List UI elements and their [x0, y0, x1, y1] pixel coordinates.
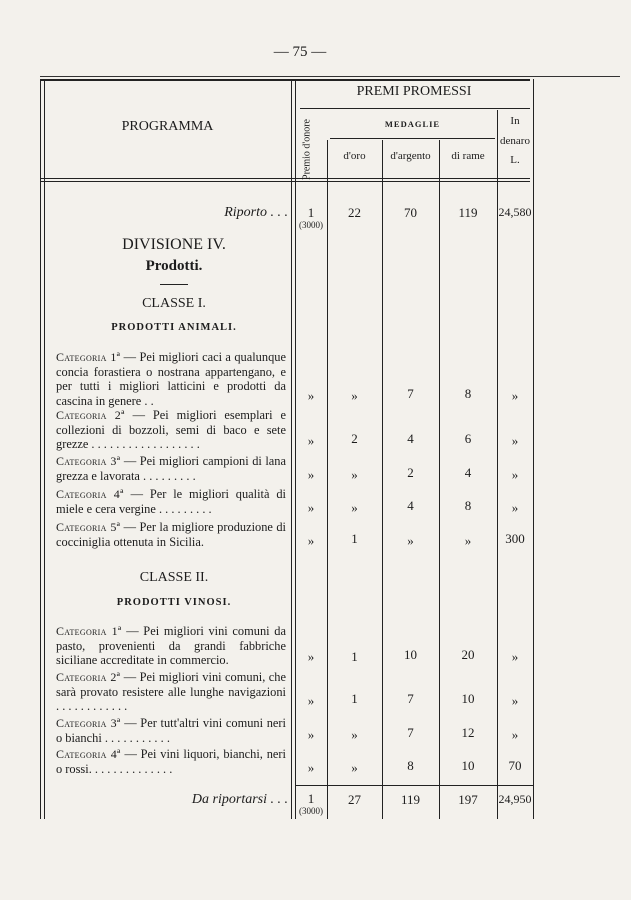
- list-item: Categoria 5ª — Per la migliore produzione di cocciniglia ottenuta in Sicilia.: [56, 520, 286, 549]
- classe2-subtitle: PRODOTTI VINOSI.: [116, 597, 232, 608]
- table-cell: »: [511, 433, 519, 448]
- oro-header: d'oro: [343, 150, 366, 162]
- riporto-denaro: 24,580: [498, 205, 532, 219]
- table-cell: »: [307, 649, 315, 664]
- table-cell: »: [307, 467, 315, 482]
- classe1-title: CLASSE I.: [142, 296, 206, 311]
- list-item: Categoria 4ª — Pei vini liquori, bianchi, neri o rossi. . . . . . . . . . . . . .: [56, 747, 286, 776]
- rame-header: di rame: [451, 150, 485, 162]
- table-cell: »: [351, 467, 358, 482]
- list-item: Categoria 3ª — Pei migliori campioni di lana grezza e lavorata . . . . . . . . .: [56, 454, 286, 483]
- table-cell: 1: [351, 531, 358, 546]
- riportarsi-onore-note: (3000): [299, 806, 323, 816]
- classe2-title: CLASSE II.: [139, 570, 209, 585]
- argento-header: d'argento: [390, 150, 431, 162]
- table-cell: »: [307, 693, 315, 708]
- table-cell: 4: [407, 498, 414, 513]
- divider: [160, 284, 188, 285]
- table-cell: »: [511, 500, 519, 515]
- table-cell: »: [511, 467, 519, 482]
- table-cell: 7: [407, 691, 414, 706]
- table-cell: 300: [505, 531, 525, 546]
- table-cell: 2: [351, 431, 358, 446]
- table-cell: 20: [461, 647, 475, 662]
- table-cell: 10: [461, 758, 475, 773]
- table-cell: 1: [351, 649, 358, 664]
- list-item: Categoria 2ª — Pei migliori vini comuni, che sarà provato resistere alle lunghe navigazioni . . . . . . . . . . . .: [56, 670, 286, 714]
- table-cell: 8: [464, 498, 472, 513]
- riportarsi-rame: 197: [458, 792, 478, 807]
- table-cell: 10: [404, 647, 417, 662]
- riporto-onore: 1: [307, 205, 315, 220]
- table-cell: 1: [351, 691, 358, 706]
- table-cell: »: [307, 388, 315, 403]
- table-cell: »: [307, 727, 315, 742]
- table-cell: »: [307, 760, 315, 775]
- table-cell: 8: [407, 758, 414, 773]
- riporto-label: Riporto . . .: [224, 205, 288, 220]
- in-denaro-header-3: L.: [510, 154, 520, 166]
- table-cell: 12: [461, 725, 475, 740]
- list-item: Categoria 1ª — Pei migliori caci a qualunque concia forastiera o nostrana appartengano, e per tutti i migliori latticini e prodotti da cascina in genere . .: [56, 350, 286, 408]
- table-cell: »: [307, 533, 315, 548]
- riporto-oro: 22: [348, 205, 361, 220]
- classe1-subtitle: PRODOTTI ANIMALI.: [111, 322, 237, 333]
- premi-promessi-header: PREMI PROMESSI: [356, 84, 472, 99]
- table-cell: 8: [464, 386, 472, 401]
- divisione-title: DIVISIONE IV.: [122, 236, 226, 253]
- table-cell: 4: [464, 465, 472, 480]
- list-item: Categoria 1ª — Pei migliori vini comuni da pasto, provenienti da grandi fabbriche siciliane accreditate in commercio.: [56, 624, 286, 668]
- table-cell: 2: [407, 465, 414, 480]
- programma-header: PROGRAMMA: [121, 119, 214, 134]
- table-cell: »: [351, 760, 358, 775]
- table-cell: 7: [407, 386, 414, 401]
- riportarsi-oro: 27: [348, 792, 361, 807]
- table-cell: »: [351, 388, 358, 403]
- table-cell: 6: [464, 431, 472, 446]
- riportarsi-label: Da riportarsi . . .: [191, 792, 288, 807]
- table-cell: 7: [407, 725, 414, 740]
- list-item: Categoria 3ª — Per tutt'altri vini comuni neri o bianchi . . . . . . . . . . .: [56, 716, 286, 745]
- table-cell: »: [307, 500, 315, 515]
- in-denaro-header-1: In: [510, 115, 520, 127]
- riporto-onore-note: (3000): [299, 220, 323, 230]
- riporto-argento: 70: [404, 205, 417, 220]
- riportarsi-argento: 119: [400, 792, 421, 807]
- table-cell: »: [464, 533, 472, 548]
- riporto-rame: 119: [458, 205, 478, 220]
- table-cell: »: [511, 693, 519, 708]
- medaglie-header: MEDAGLIE: [384, 119, 441, 129]
- table-cell: 10: [461, 691, 475, 706]
- table-cell: »: [351, 500, 358, 515]
- page-number: — 75 —: [273, 44, 327, 60]
- in-denaro-header-2: denaro: [500, 135, 530, 147]
- divisione-subtitle: Prodotti.: [145, 258, 203, 274]
- table-cell: 70: [508, 758, 522, 773]
- table-cell: 4: [407, 431, 414, 446]
- table-cell: »: [307, 433, 315, 448]
- table-cell: »: [511, 649, 519, 664]
- table-cell: »: [407, 533, 414, 548]
- list-item: Categoria 2ª — Pei migliori esemplari e collezioni di bozzoli, semi di baco e sete grezze . . . . . . . . . . . . . . . . . .: [56, 408, 286, 452]
- riportarsi-denaro: 24,950: [498, 792, 532, 806]
- table-cell: »: [511, 727, 519, 742]
- table-cell: »: [511, 388, 519, 403]
- premio-onore-header: Premio d'onore: [301, 119, 313, 180]
- table-cell: »: [351, 727, 358, 742]
- list-item: Categoria 4ª — Per le migliori qualità di miele e cera vergine . . . . . . . . .: [56, 487, 286, 516]
- riportarsi-onore: 1: [307, 791, 315, 806]
